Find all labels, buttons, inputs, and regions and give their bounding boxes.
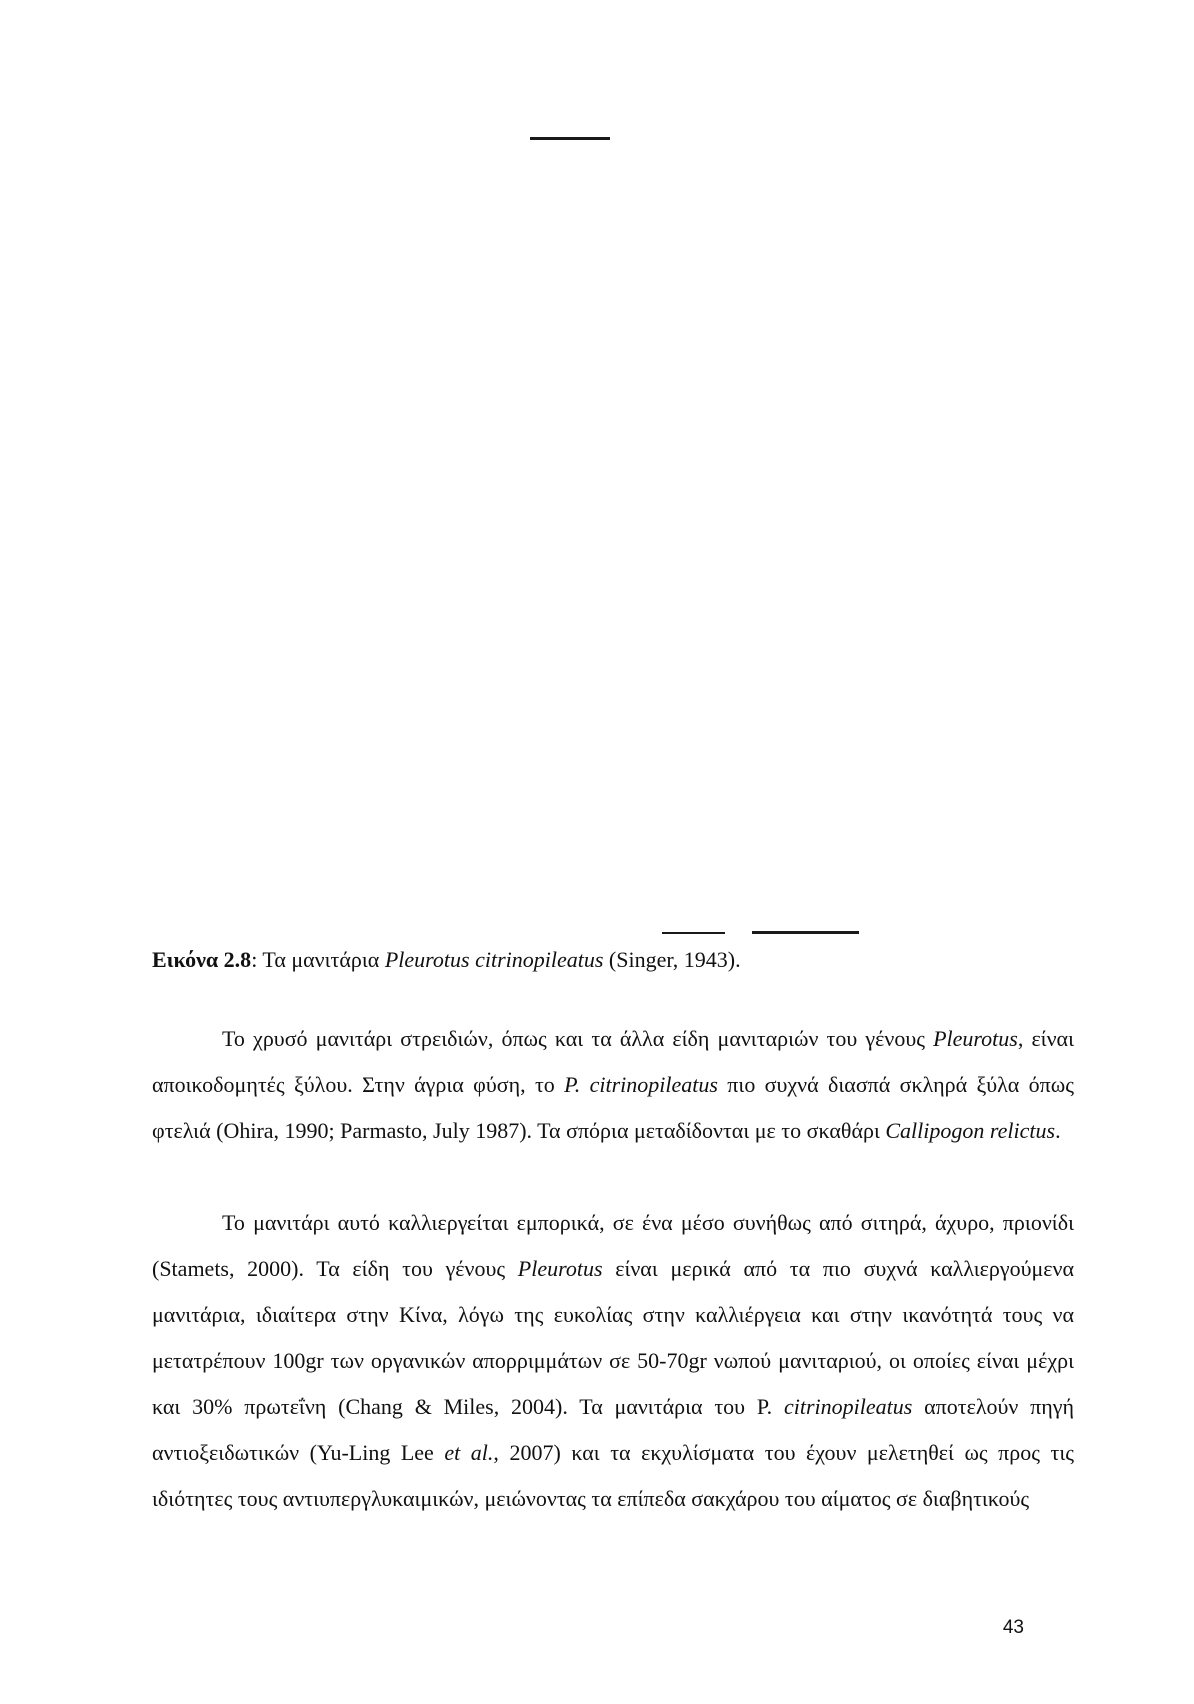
p2-italic-2: citrinopileatus xyxy=(783,1394,913,1419)
figure-bottom-rule-left xyxy=(662,932,725,934)
p1-italic-3: Callipogon relictus xyxy=(885,1118,1056,1143)
figure-bottom-rule-right xyxy=(752,931,859,934)
paragraph-2 xyxy=(152,1200,1074,1522)
p2-text-3: αποτελούν πηγή αντιοξειδωτικών (Yu-Ling Lee xyxy=(152,1394,1074,1465)
p1-italic-2: P. citrinopileatus xyxy=(564,1072,718,1097)
p2-text-4: , 2007) και τα εκχυλίσματα του έχουν μελετηθεί ως προς τις ιδιότητες τους αντιυπεργλυκαιμικών, μειώνοντας τα επίπεδα σακχάρου του αίματος σε διαβητικούς xyxy=(152,1440,1074,1511)
figure-caption xyxy=(152,945,1052,975)
page-number: 43 xyxy=(1002,1617,1024,1638)
p1-italic-1: Pleurotus xyxy=(933,1026,1018,1051)
caption-citation: (Singer, 1943). xyxy=(603,947,741,972)
p2-italic-1: Pleurotus xyxy=(517,1256,603,1281)
p2-text-2: είναι μερικά από τα πιο συχνά καλλιεργούμενα μανιτάρια, ιδιαίτερα στην Κίνα, λόγω της ευκολίας στην καλλιέργεια και στην ικανότητά τους να μετατρέπουν 100gr των οργανικών απορριμμάτων σε 50-70gr νωπού μανιταριού, οι οποίες είναι μέχρι και 30% πρωτεΐνη (Chang & Miles, 2004). Τα μανιτάρια του P. xyxy=(152,1256,1074,1419)
caption-text-start: : Τα μανιτάρια xyxy=(251,947,385,972)
p1-text-4: . xyxy=(1055,1118,1061,1143)
paragraph-1 xyxy=(152,1016,1074,1154)
p2-italic-3: et al. xyxy=(444,1440,494,1465)
p2-text-1: Το μανιτάρι αυτό καλλιεργείται εμπορικά, σε ένα μέσο συνήθως από σιτηρά, άχυρο, πριονίδι (Stamets, 2000). Τα είδη του γένους xyxy=(152,1210,1074,1281)
p1-text-1: Το χρυσό μανιτάρι στρειδιών, όπως και τα άλλα είδη μανιταριών του γένους xyxy=(222,1026,934,1051)
caption-species: Pleurotus citrinopileatus xyxy=(384,947,604,972)
figure-top-rule xyxy=(530,137,610,140)
figure-label: Εικόνα 2.8 xyxy=(152,947,252,972)
p1-text-2: , είναι αποικοδομητές ξύλου. Στην άγρια φύση, το xyxy=(152,1026,1074,1097)
p1-text-3: πιο συχνά διασπά σκληρά ξύλα όπως φτελιά (Ohira, 1990; Parmasto, July 1987). Τα σπόρια μεταδίδονται με το σκαθάρι xyxy=(152,1072,1074,1143)
